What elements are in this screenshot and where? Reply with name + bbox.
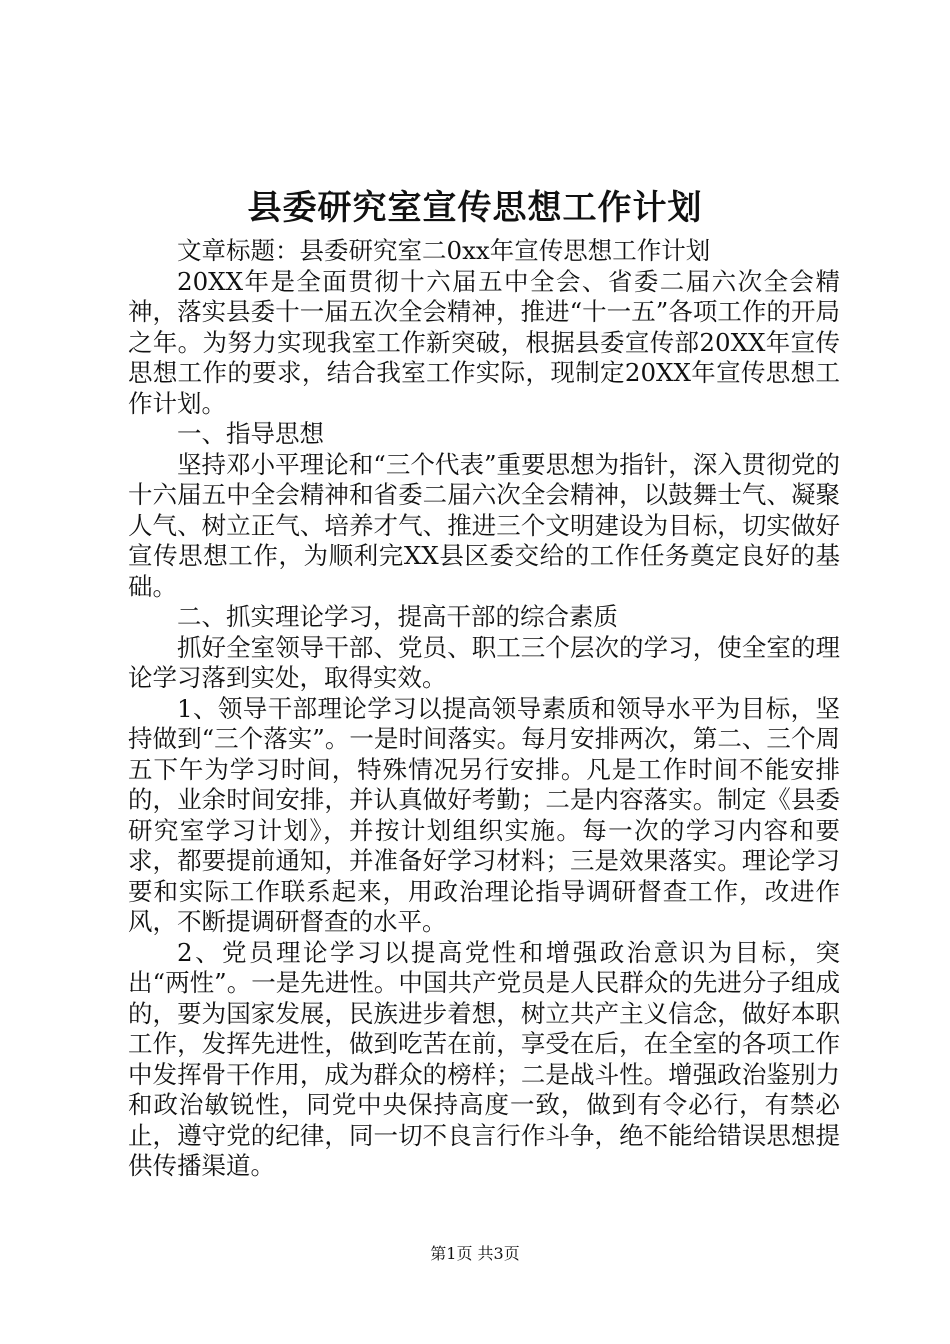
document-body: [128, 236, 840, 1182]
party-member-study-paragraph: 2、党员理论学习以提高党性和增强政治意识为目标，突出“两性”。一是先进性。中国共产党员是人民群众的先进分子组成的，要为国家发展，民族进步着想，树立共产主义信念，做好本职工作，发挥先进性，做到吃苦在前，享受在后，在全室的各项工作中发挥骨干作用，成为群众的榜样；二是战斗性。增强政治鉴别力和政治敏锐性，同党中央保持高度一致，做到有令必行，有禁必止，遵守党的纪律，同一切不良言行作斗争，绝不能给错误思想提供传播渠道。: [128, 937, 840, 1180]
document-title: 县委研究室宣传思想工作计划: [247, 188, 703, 228]
section-heading-theory-study: 二、抓实理论学习，提高干部的综合素质: [177, 602, 618, 631]
page-number-footer: 第1页 共3页: [430, 1244, 520, 1263]
section-heading-guiding-thought: 一、指导思想: [177, 419, 324, 448]
guiding-thought-paragraph: 坚持邓小平理论和“三个代表”重要思想为指针，深入贯彻党的十六届五中全会精神和省委二届六次全会精神，以鼓舞士气、凝聚人气、树立正气、培养才气、推进三个文明建设为目标，切实做好宣传思想工作，为顺利完XX县区委交给的工作任务奠定良好的基础。: [128, 449, 840, 601]
article-title-line: 文章标题：县委研究室二0xx年宣传思想工作计划: [177, 236, 711, 265]
theory-study-paragraph: 抓好全室领导干部、党员、职工三个层次的学习，使全室的理论学习落到实处，取得实效。: [128, 632, 840, 692]
leader-study-paragraph: 1、领导干部理论学习以提高领导素质和领导水平为目标，坚持做到“三个落实”。一是时间落实。每月安排两次，第二、三个周五下午为学习时间，特殊情况另行安排。凡是工作时间不能安排的，业余时间安排，并认真做好考勤；二是内容落实。制定《县委研究室学习计划》，并按计划组织实施。每一次的学习内容和要求，都要提前通知，并准备好学习材料；三是效果落实。理论学习要和实际工作联系起来，用政治理论指导调研督查工作，改进作风，不断提调研督查的水平。: [128, 693, 840, 936]
intro-paragraph: 20XX年是全面贯彻十六届五中全会、省委二届六次全会精神，落实县委十一届五次全会精神，推进“十一五”各项工作的开局之年。为努力实现我室工作新突破，根据县委宣传部20XX年宣传思想工作的要求，结合我室工作实际，现制定20XX年宣传思想工作计划。: [128, 266, 840, 418]
